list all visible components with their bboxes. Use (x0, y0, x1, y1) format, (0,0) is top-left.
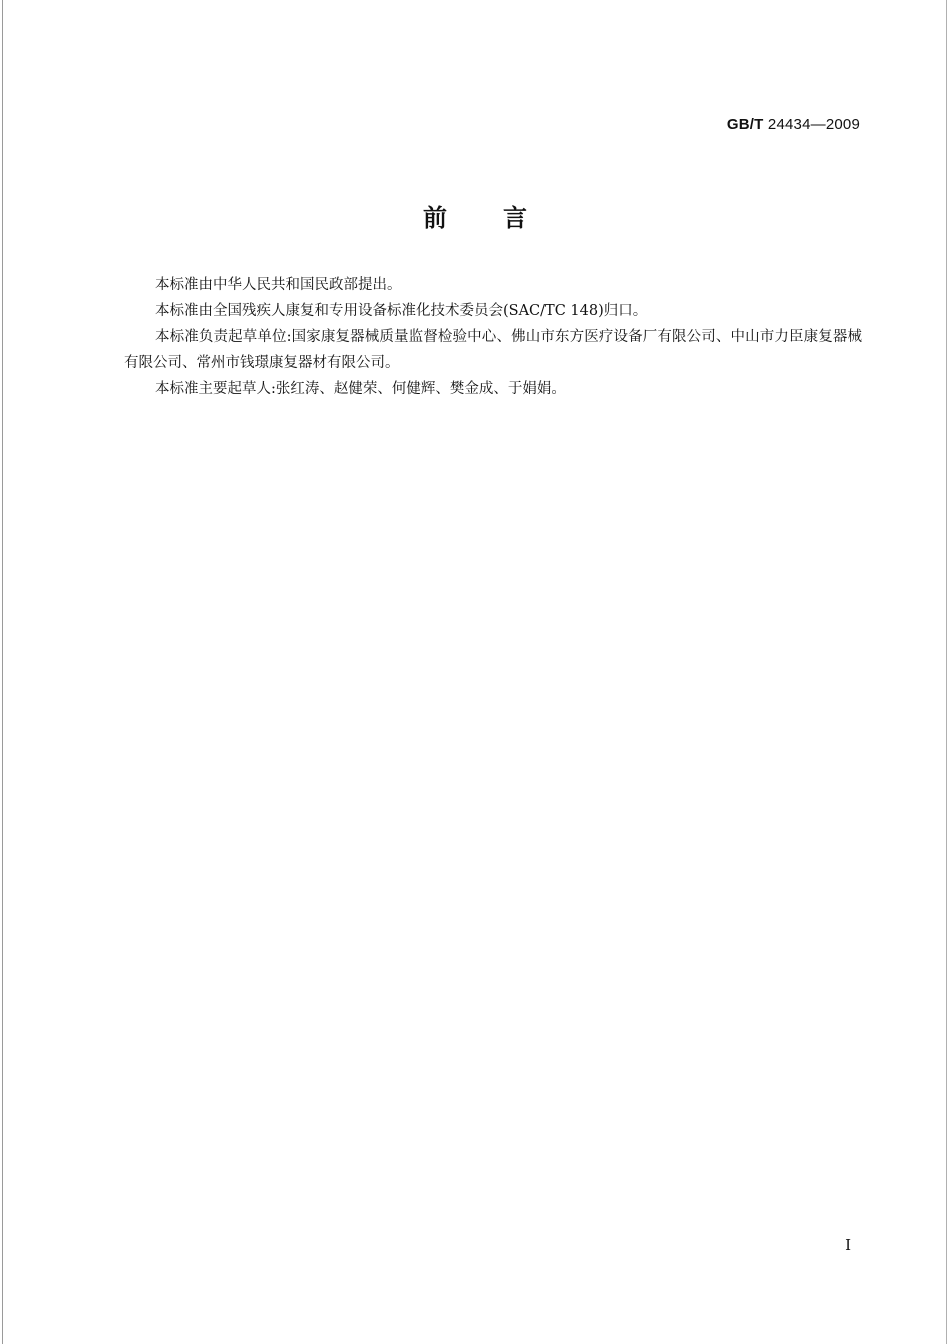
paragraph-proposer: 本标准由中华人民共和国民政部提出。 (155, 277, 402, 293)
standard-prefix: GB/T (726, 116, 764, 133)
standard-code (727, 116, 860, 133)
page-title: 前言 (423, 204, 583, 232)
foreword-body (124, 272, 862, 402)
paragraph-drafting-units: 本标准负责起草单位:国家康复器械质量监督检验中心、佛山市东方医疗设备厂有限公司、中山市力臣康复器械有限公司、常州市钱璟康复器材有限公司。 (124, 329, 862, 371)
page-number: I (845, 1236, 851, 1254)
standard-number: 24434—2009 (767, 116, 860, 133)
paragraph-drafters: 本标准主要起草人:张红涛、赵健荣、何健辉、樊金成、于娟娟。 (155, 381, 566, 397)
paragraph-committee: 本标准由全国残疾人康复和专用设备标准化技术委员会(SAC/TC 148)归口。 (155, 303, 648, 319)
